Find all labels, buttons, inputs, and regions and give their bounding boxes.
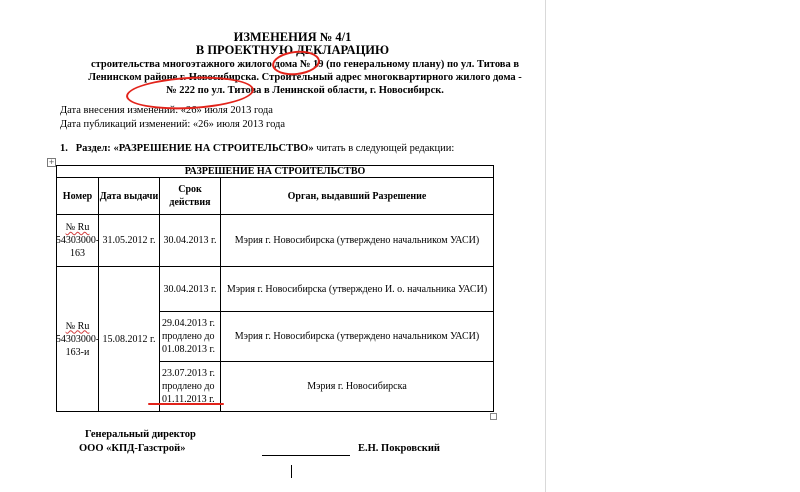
header-number: Номер: [62, 190, 93, 202]
workspace-background: [546, 0, 800, 492]
signature-company: ООО «КПД-Газстрой»: [79, 443, 186, 454]
header-validity: [160, 178, 220, 214]
row2-sub2-line3: 01.08.2013 г.: [162, 344, 215, 355]
section-name: «РАЗРЕШЕНИЕ НА СТРОИТЕЛЬСТВО»: [113, 143, 314, 154]
row2-sub2-line1: 29.04.2013 г.: [162, 318, 215, 329]
table-move-handle-icon[interactable]: +: [48, 158, 55, 166]
row1-issue-date: 31.05.2012 г.: [102, 235, 156, 246]
row1-num-line3: 163: [70, 248, 85, 259]
row2-issue-date: 15.08.2012 г.: [102, 333, 156, 345]
subtitle-line-1: строительства многоэтажного жилого дома № 19 (по генеральному плану) по ул. Титова в: [90, 59, 520, 70]
signature-position: Генеральный директор: [85, 429, 196, 440]
section-prefix: Раздел:: [75, 143, 114, 154]
row2-sub2-validity: [162, 312, 220, 361]
row2-num-line3: 163-и: [65, 346, 90, 358]
header-validity-line2: действия: [169, 197, 211, 208]
date-of-publication: Дата публикаций изменений: «26» июля 2013 года: [60, 119, 286, 130]
document-title: ИЗМЕНЕНИЯ № 4/1: [233, 30, 352, 44]
row1-num-line2: 54303000-: [55, 235, 100, 246]
row1-num-line1: № Ru: [65, 222, 90, 233]
subtitle-line-2: Ленинском районе г. Новосибирска. Строительный адрес многоквартирного жилого дома -: [88, 72, 522, 83]
signature-name: Е.Н. Покровский: [358, 443, 440, 454]
row1-authority: Мэрия г. Новосибирска (утверждено начальником УАСИ): [234, 235, 480, 246]
row2-sub3-line2: продлено до: [162, 381, 215, 392]
table-resize-handle[interactable]: [490, 413, 497, 420]
document-subtitle-heading: В ПРОЕКТНУЮ ДЕКЛАРАЦИЮ: [195, 43, 390, 57]
row2-sub3-line1: 23.07.2013 г.: [162, 368, 215, 379]
permit-table: [56, 165, 494, 412]
header-date: Дата выдачи: [99, 190, 159, 202]
header-authority: Орган, выдавший Разрешение: [287, 190, 427, 202]
header-validity-line1: Срок: [178, 184, 202, 195]
text-cursor: [291, 465, 292, 478]
signature-line: [262, 455, 350, 456]
row2-num-line2: 54303000-: [55, 333, 100, 345]
row2-sub3-line3: 01.11.2013 г.: [162, 394, 215, 405]
section-suffix: читать в следующей редакции:: [313, 143, 455, 154]
row2-sub1-authority: Мэрия г. Новосибирска (утверждено И. о. начальника УАСИ): [226, 283, 488, 295]
row1-permit-number: [57, 215, 98, 266]
table-caption: РАЗРЕШЕНИЕ НА СТРОИТЕЛЬСТВО: [184, 165, 366, 177]
row2-sub3-authority: Мэрия г. Новосибирска: [307, 381, 407, 392]
section-number: 1.: [60, 143, 68, 154]
row2-sub2-authority: Мэрия г. Новосибирска (утверждено начальником УАСИ): [234, 331, 480, 342]
subtitle-line-3: № 222 по ул. Титова в Ленинской области, г. Новосибирск.: [166, 85, 444, 96]
row1-validity: 30.04.2013 г.: [163, 235, 217, 246]
row2-sub1-validity: 30.04.2013 г.: [163, 283, 217, 295]
section-heading: [60, 143, 454, 154]
date-of-changes: Дата внесения изменений: «26» июля 2013 года: [60, 105, 273, 116]
row2-sub2-line2: продлено до: [162, 331, 215, 342]
row2-num-line1: № Ru: [65, 320, 90, 332]
row2-permit-number: [57, 267, 98, 411]
annotation-underline-date: [148, 403, 224, 405]
